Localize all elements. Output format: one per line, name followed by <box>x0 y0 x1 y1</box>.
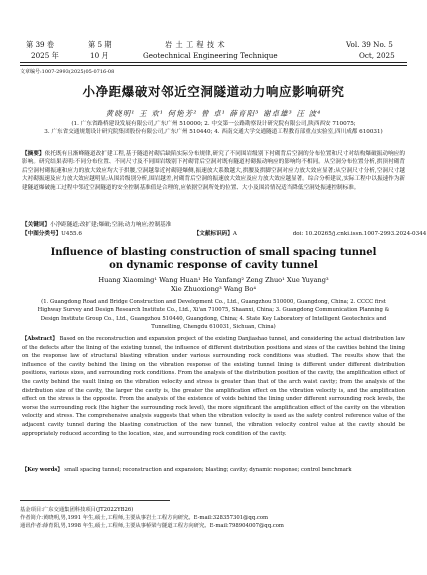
issue-label: 第 5 期 <box>88 40 112 49</box>
volume-issue-en: Vol. 39 No. 5 <box>346 40 393 49</box>
abstract-cn <box>22 150 405 192</box>
affiliations-cn <box>20 120 407 137</box>
footnotes <box>20 506 407 531</box>
abstract-en-text: Based on the reconstruction and expansion project of the existing Danjiashao tunnel, and considering the actual distribution law of the defects after the lining of the existing tunnel, the influence of different distribution positions and sizes of the cavities behind the lining on the response law of structural blasting vibration under various surrounding rock conditions was studied. The results show that the influence of the cavity behind the lining on the vibration response of the existing tunnel lining is different under different distribution positions, various sizes, and surrounding rock conditions. From the analysis of the distribution position of the cavity, the amplification effect of the cavity behind the vault lining on the vibration velocity and stress is greater than that of the arch waist cavity; from the analysis of the distribution size of the cavity, the larger the cavity is, the greater the amplification effect on the vibration velocity is, and the amplification effect on the stress is the opposite. From the analysis of the existence of voids behind the lining under different surrounding rock levels, the worse the surrounding rock (the higher the surrounding rock level), the more significant the amplification effect of the cavity on the vibration velocity and stress. The comprehensive analysis suggests that when the vibration velocity is used as the safety control reference value of the adjacent cavity tunnel during the blasting construction of the new tunnel, the vibration velocity control value at the cavity should be appropriately reduced according to the location, size, and surrounding rock condition of the cavity. <box>22 336 405 437</box>
abstract-en-label: 【Abstract】 <box>22 336 58 342</box>
article-number: 文章编号:1007-2993(2025)05-0716-08 <box>20 69 115 75</box>
corresponding-author-note: 通讯作者:薛育阳,男,1998 年生,硕士,工程师,主要从事桥梁与隧道工程方向研究。E-mail:798904007@qq.com <box>20 523 284 530</box>
author-bio-note: 作者简介:黄晓明,男,1991 年生,硕士,工程师,主要从事岩土工程方向研究。E-mail:328357301@qq.com <box>20 515 269 522</box>
page-title: 小净距爆破对邻近空洞隧道动力响应影响研究 <box>82 84 345 99</box>
authors-en-line: Xie Zhuoxiong³ Wang Bo⁴ <box>170 285 256 293</box>
keywords-cn <box>22 221 405 229</box>
clc-label: 【中图分类号】 <box>22 231 62 237</box>
abstract-text: 依托既有且渐峰隧道改扩建工程,基于隧道衬砌后缺陷实际分布规律,研究了不同围岩级别下衬砌背后空洞的分布位置和尺寸对结构爆破振动响应的影响。研究结果表明:不同分布位置、不同尺寸及不同围岩级别下衬砌背后空洞对既有隧道衬砌振动响应的影响均不相同。从空洞分布位置分析,拱顶衬砌背后空洞衬砌振速和应力的放大效应均大于拱腰,空洞越靠近衬砌迎爆侧,振速放大系数越大,拱腰及拱脚空洞对应力放大效应显著;从空洞尺寸分析,空洞尺寸越大衬砌振速及应力放大效应越明显;从围岩级别分析,围岩越差,衬砌背后空洞的振速放大效应及应力放大效应越显著。综合分析建议,实际工程中以振速作为新建隧道爆破施工过程中邻近空洞隧道的安全控制基准值是合理的,应依据空洞所处的位置、大小及围岩情况适当降低空洞处振速控制标准。 <box>22 151 405 191</box>
authors-cn: 黄晓明¹ 王 欢¹ 何艳芳² 曾 卓¹ 薛育阳³ 谢卓雄³ 汪 波⁴ <box>105 109 322 118</box>
abstract-label: 【摘要】 <box>22 151 45 157</box>
authors-en-line: Huang Xiaoming¹ Wang Huan¹ He Yanfang² Zeng Zhuo¹ Xue Yuyang³ <box>98 276 329 284</box>
month-label: 10 月 <box>90 51 109 60</box>
journal-name-cn: 岩 土 工 程 技 术 <box>165 40 226 49</box>
doc-code-value: A <box>232 231 237 237</box>
affiliation-en-line: Design Institute Group Co., Ltd., Guangzhou 510440, Guangdong, China; 4. State Key Laboratory of Intelligent Geotechnics and <box>40 315 387 322</box>
affiliation-line: 3. 广东省交通规划设计研究院集团股份有限公司,广东广州 510440; 4. 西南交通大学交通隧道工程教育部重点实验室,四川成都 610031) <box>44 129 383 136</box>
classification-line <box>22 230 427 238</box>
title-en-line: on dynamic response of cavity tunnel <box>109 260 318 271</box>
keywords-en-label: 【Key words】 <box>22 467 63 473</box>
doi: doi: 10.20265/j.cnki.issn.1007-2993.2024-0344 <box>292 231 427 237</box>
keywords-en-text: small spacing tunnel; reconstruction and expansion; blasting; cavity; dynamic response; control benchmark <box>64 467 352 473</box>
funding-note: 基金项目:广东交通集团科技项目(JT2022YB26) <box>20 507 134 513</box>
title-en <box>20 246 407 272</box>
affiliations-en <box>20 298 407 332</box>
clc-value: U455.6 <box>61 231 82 237</box>
affiliation-line: (1. 广东省路桥建设发展有限公司,广东广州 510000; 2. 中交第一公路勘察设计研究院有限公司,陕西西安 710075; <box>71 121 356 127</box>
authors-en <box>20 276 407 294</box>
date-en: Oct, 2025 <box>359 51 395 60</box>
title-en-line: Influence of blasting construction of small spacing tunnel <box>50 247 377 258</box>
journal-name-en: Geotechnical Engineering Technique <box>143 51 278 60</box>
affiliation-en-line: Tunnelling, Chengdu 610031, Sichuan, China) <box>151 324 276 331</box>
keywords-en <box>22 466 405 474</box>
doc-code-label: 【文献标识码】 <box>193 231 233 237</box>
affiliation-en-line: Highway Survey and Design Research Institute Co., Ltd., Xi'an 710075, Shaanxi, China; 3. Guangdong Communication Planning & <box>37 307 390 314</box>
volume-label: 第 39 卷 <box>26 40 55 49</box>
affiliation-en-line: (1. Guangdong Road and Bridge Construction and Development Co., Ltd., Guangzhou 510000, Guangdong, China; 2. CCCC first <box>41 299 386 305</box>
abstract-en <box>22 335 405 438</box>
header-rule-thin <box>20 65 407 66</box>
keywords-text: 小净距隧道;改扩建;爆破;空洞;动力响应;控制基准 <box>49 222 172 228</box>
header-rule <box>20 62 407 63</box>
keywords-label: 【关键词】 <box>22 222 50 228</box>
footnote-rule <box>20 500 170 501</box>
year-label: 2025 年 <box>31 51 59 60</box>
